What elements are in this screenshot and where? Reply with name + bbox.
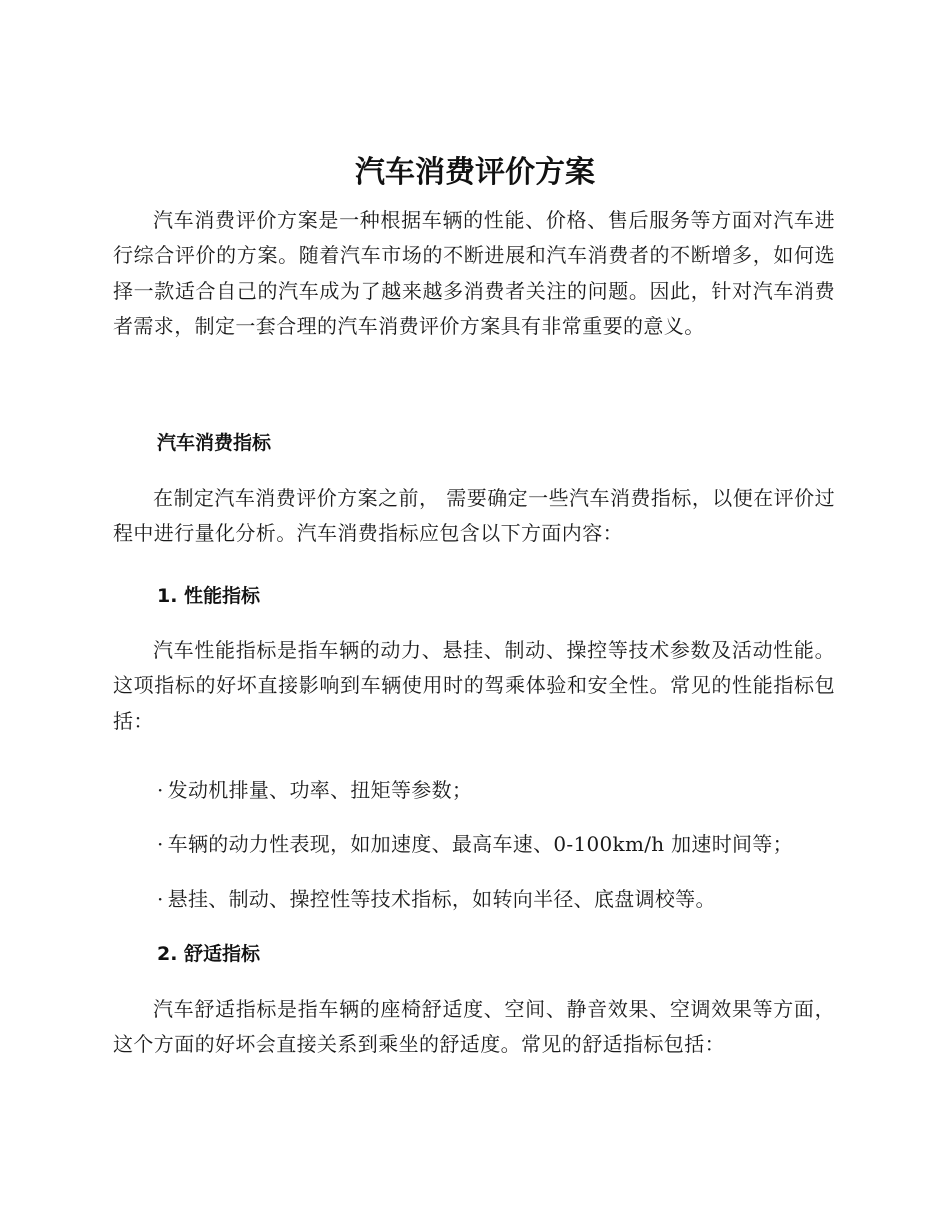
document-title: 汽车消费评价方案 <box>355 155 595 190</box>
list-item <box>157 884 716 914</box>
subsection-2-paragraph: 汽车舒适指标是指车辆的座椅舒适度、空间、静音效果、空调效果等方面，这个方面的好坏会直接关系到乘坐的舒适度。常见的舒适指标包括： <box>113 997 835 1057</box>
subsection-1-paragraph: 汽车性能指标是指车辆的动力、悬挂、制动、操控等技术参数及活动性能。这项指标的好坏直接影响到车辆使用时的驾乘体验和安全性。常见的性能指标包括： <box>113 638 835 733</box>
bullet-icon: · <box>157 832 164 856</box>
bullet-icon: · <box>157 778 164 802</box>
section-heading: 汽车消费指标 <box>157 432 272 454</box>
subsection-2-heading: 2. 舒适指标 <box>157 943 261 965</box>
list-item-text: 发动机排量、功率、扭矩等参数； <box>167 778 473 802</box>
bullet-icon: · <box>157 887 164 911</box>
list-item-text: 车辆的动力性表现，如加速度、最高车速、0-100km/h 加速时间等； <box>167 832 793 856</box>
section-intro-paragraph: 在制定汽车消费评价方案之前， 需要确定一些汽车消费指标，以便在评价过程中进行量化分析。汽车消费指标应包含以下方面内容： <box>113 486 835 546</box>
list-item-text: 悬挂、制动、操控性等技术指标，如转向半径、底盘调校等。 <box>167 887 716 911</box>
list-item <box>157 829 793 859</box>
list-item <box>157 775 472 805</box>
intro-paragraph: 汽车消费评价方案是一种根据车辆的性能、价格、售后服务等方面对汽车进行综合评价的方案。随着汽车市场的不断进展和汽车消费者的不断增多，如何选择一款适合自己的汽车成为了越来越多消费者关注的问题。因此，针对汽车消费者需求，制定一套合理的汽车消费评价方案具有非常重要的意义。 <box>113 208 835 339</box>
subsection-1-heading: 1. 性能指标 <box>157 585 261 607</box>
